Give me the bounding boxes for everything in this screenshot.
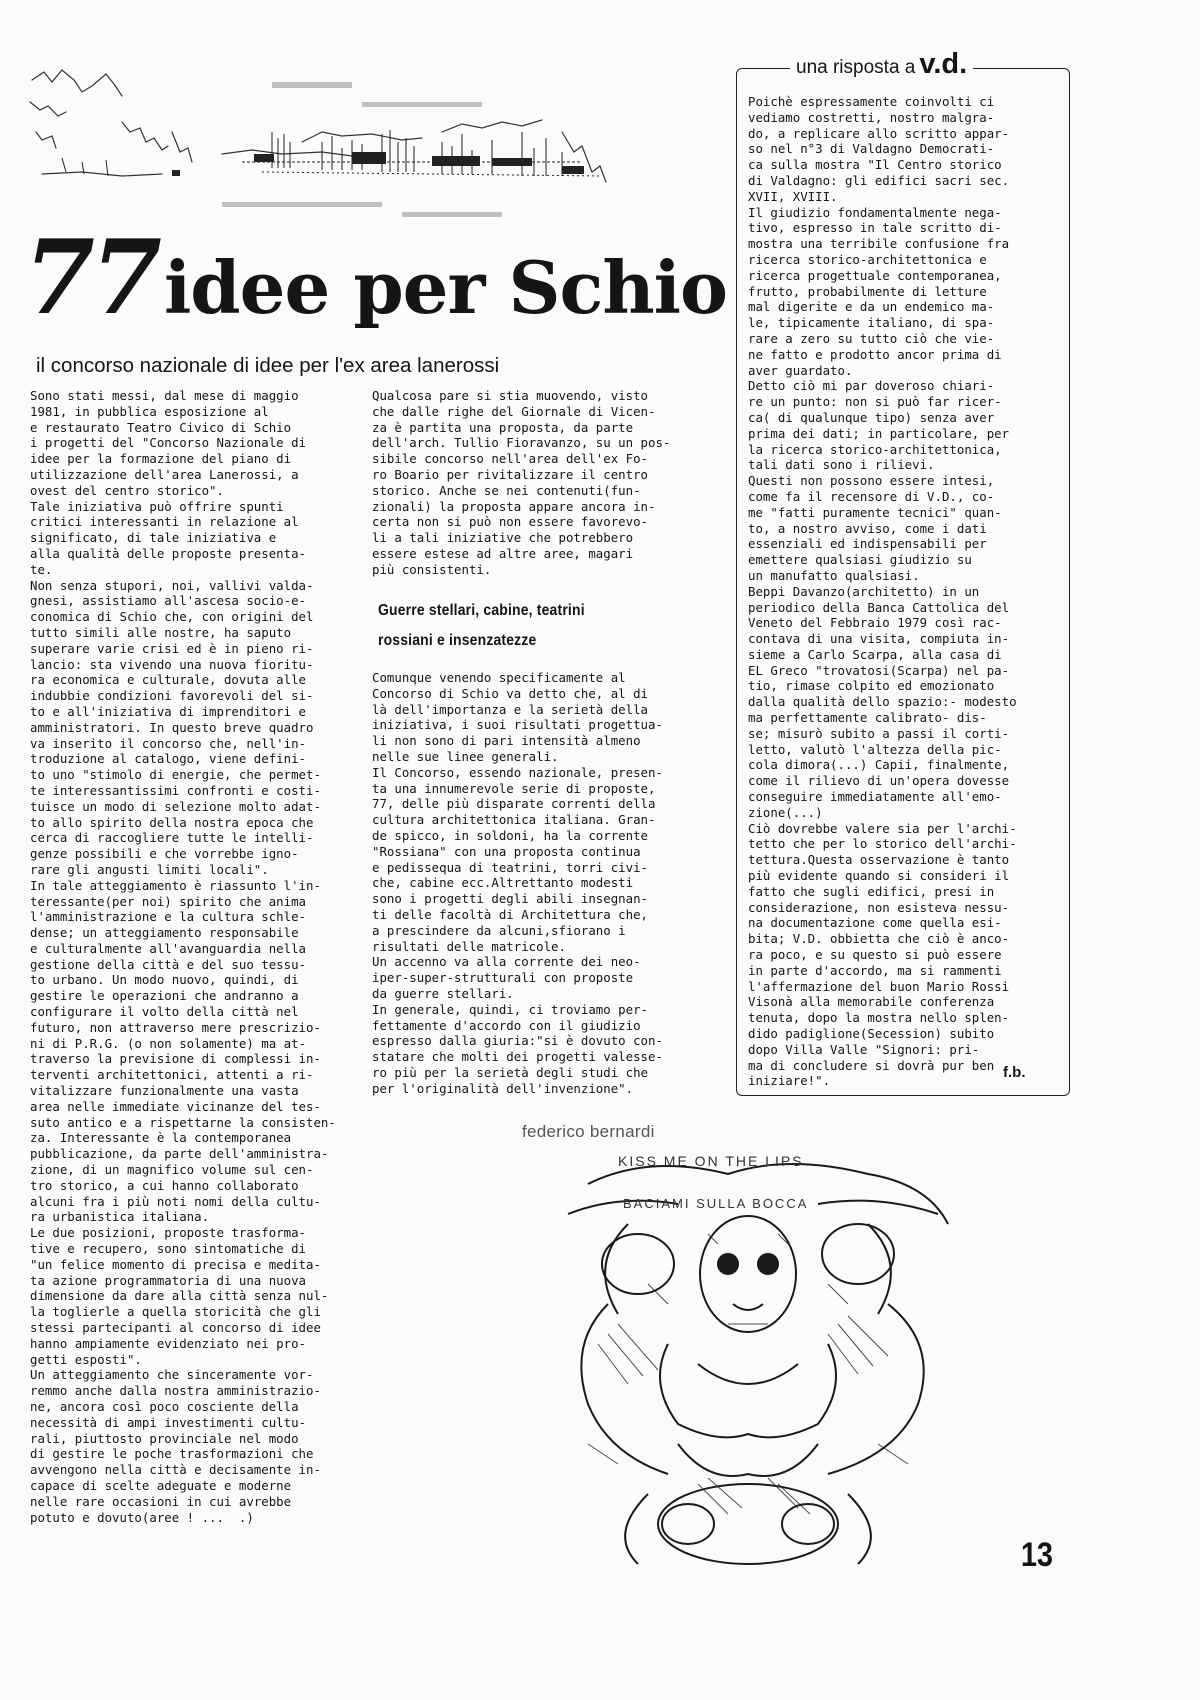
town-sketch-illustration — [22, 62, 662, 242]
article-subtitle: il concorso nazionale di idee per l'ex area lanerossi — [36, 354, 500, 377]
article-column-1: Sono stati messi, dal mese di maggio 1981, in pubblica esposizione al e restaurato Teatro Civico di Schio i progetti del "Concorso Nazionale di idee per la formazione del piano di utilizzazione dell'area Lanerossi, a ovest del centro storico". Tale iniziativa può offrire spunti critici interessanti in relazione al significato, di tale iniziativa e alla qualità delle proposte presenta- te. Non senza stupori, noi, vallivi valda- gnesi, assistiamo all'ascesa socio-e- conomica di Schio che, con origini del tutto simili alle nostre, ha saputo superare varie crisi ed è in pieno ri- lancio: sta vivendo una nuova fioritu- ra economica e culturale, dovuta alle indubbie condizioni favorevoli del si- to e all'iniziativa di imprenditori e amministratori. In questo breve quadro va inserito il concorso che, nell'in- troduzione al catalogo, viene defini- to uno "stimolo di energie, che permet- te interessantissimi confronti e costi- tuisce un modo di selezione molto adat- to allo spirito della nostra epoca che cerca di raccogliere tutte le intelli- genze possibili e che vorrebbe igno- rare gli angusti limiti locali". In tale atteggiamento è riassunto l'in- teressante(per noi) spirito che anima l'amministrazione e la cultura schle- dense; un atteggiamento responsabile e culturalmente all'avanguardia nella gestione della città e del suo tessu- to urbano. Un modo nuovo, quindi, di gestire le operazioni che andranno a configurare il volto della città nel futuro, non attraverso mere prescrizio- ni di P.R.G. (o non solamente) ma at- traverso la previsione di complessi in- terventi architettonici, attenti a ri- vitalizzare funzionalmente una vasta area nelle immediate vicinanze del tes- suto antico e a rispettarne la consisten- za. Interessante è la contemporanea pubblicazione, da parte dell'amministra- zione, di un magnifico volume sul cen- tro storico, a cui hanno collaborato alcuni fra i più noti nomi della cultu- ra urbanistica italiana. Le due posizioni, proposte trasforma- tive e recupero, sono sintomatiche di "un felice momento di precisa e medita- ta azione programmatoria di una nuova dimensione da dare alla città senza nul- la toglierle a quella storicità che gli stessi partecipanti al concorso di idee hanno ampiamente evidenziato nei pro- getti esposti". Un atteggiamento che sinceramente vor- remmo anche dalla nostra amministrazio- ne, ancora così poco cosciente della necessità di ampi investimenti cultu- rali, piuttosto provinciale nel modo di gestire le poche trasformazioni che avvengono nella città e decisamente in- capace di scelte adeguate e moderne nelle rare occasioni in cui avrebbe potuto e dovuto(aree ! ... .) — [30, 388, 336, 1525]
reply-signature: f.b. — [1003, 1064, 1026, 1081]
article-headline — [24, 218, 728, 338]
illustration-caption-top: KISS ME ON THE LIPS — [618, 1153, 804, 1169]
article-column-2-body: Comunque venendo specificamente al Concorso di Schio va detto che, al di là dell'importanza e la serietà della iniziativa, i suoi risultati progettua- li non sono di pari intensità almeno nelle sue linee generali. Il Concorso, essendo nazionale, presen- ta una innumerevole serie di proposte, 77, delle più disparate correnti della cultura architettonica italiana. Gran- de spicco, in soldoni, ha la corrente "Rossiana" con una proposta continua e pedissequa di teatrini, torri civi- che, cabine ecc.Altrettanto modesti sono i progetti degli abili insegnan- ti delle facoltà di Architettura che, a prescindere da alcuni,sfiorano i risultati delle matricole. Un accenno va alla corrente dei neo- iper-super-strutturali con proposte da guerre stellari. In generale, quindi, ci troviamo per- fettamente d'accordo con il giudizio espresso dalla giuria:"si è dovuto con- statare che molti dei progetti valesse- ro più per la serietà degli studi che per l'originalità dell'invenzione". — [372, 670, 663, 1096]
article-column-2-intro: Qualcosa pare si stia muovendo, visto che dalle righe del Giornale di Vicen- za è partita una proposta, da parte dell'arch. Tullio Fioravanzo, su un pos- sibile concorso nell'area dell'ex Fo- ro Boario per rivitalizzare il centro storico. Anche se nei contenuti(fun- zionali) la proposta appare ancora in- certa non si può non essere favorevo- li a tali iniziative che potrebbero essere estese ad altre aree, magari più consistenti. — [372, 388, 671, 577]
section-heading-text: Guerre stellari, cabine, teatrini rossiani e insenzatezze — [378, 602, 585, 649]
author-byline: federico bernardi — [522, 1122, 655, 1141]
headline-text: idee per Schio — [163, 245, 728, 330]
illustration-caption-bottom: BACIAMI SULLA BOCCA — [623, 1196, 809, 1211]
reply-kicker-text: una risposta a — [796, 57, 916, 78]
headline-number: 77 — [24, 218, 158, 338]
reply-kicker — [790, 48, 973, 81]
section-heading — [378, 596, 666, 656]
reply-text: Poichè espressamente coinvolti ci vediamo costretti, nostro malgra- do, a replicare allo scritto appar- so nel n°3 di Valdagno Democrati- ca sulla mostra "Il Centro storico di Valdagno: gli edifici sacri sec. XVII, XVIII. Il giudizio fondamentalmente nega- tivo, espresso in tale scritto di- mostra una terribile confusione fra ricerca storico-architettonica e ricerca progettuale contemporanea, frutto, probabilmente di letture mal digerite e da un endemico ma- le, tipicamente italiano, di spa- rare a zero su tutto ciò che vie- ne fatto e prodotto ancor prima di aver guardato. Detto ciò mi par doveroso chiari- re un punto: non si può far ricer- ca( di qualunque tipo) senza aver prima dei dati; in particolare, per la ricerca storico-architettonica, tali dati sono i rilievi. Questi non possono essere intesi, come fa il recensore di V.D., co- me "fatti puramente tecnici" quan- to, a nostro avviso, come i dati essenziali ed indispensabili per emettere qualsiasi giudizio su un manufatto qualsiasi. Beppi Davanzo(architetto) in un periodico della Banca Cattolica del Veneto del Febbraio 1979 così rac- contava di una visita, compiuta in- sieme a Carlo Scarpa, alla casa di EL Greco "trovatosi(Scarpa) nel pa- tio, rimase colpito ed emozionato dalla qualità dello spazio:- modesto ma perfettamente calibrato- dis- se; misurò subito a passi il corti- letto, valutò l'altezza della pic- cola dimora(...) Capii, finalmente, come il rilievo di un'opera dovesse conseguire immediatamente all'emo- zione(...) Ciò dovrebbe valere sia per l'archi- tetto che per lo storico dell'archi- tettura.Questa osservazione è tanto più evidente quando si consideri il fatto che sugli edifici, presi in considerazione, non esisteva nessu- na documentazione come quella esi- bita; V.D. obbietta che ciò è anco- ra poco, e su questo si può essere in parte d'accordo, ma si rammenti l'affermazione del buon Mario Rossi Visonà alla memorabile conferenza tenuta, dopo la mostra nello splen- dido padiglione(Secession) subito dopo Villa Valle "Signori: pri- ma di concludere si dovrà pur ben iniziare!". — [748, 94, 1017, 1089]
page-number: 13 — [1020, 1536, 1053, 1574]
reply-kicker-target: v.d. — [919, 48, 968, 80]
engraving-illustration — [528, 1144, 968, 1584]
